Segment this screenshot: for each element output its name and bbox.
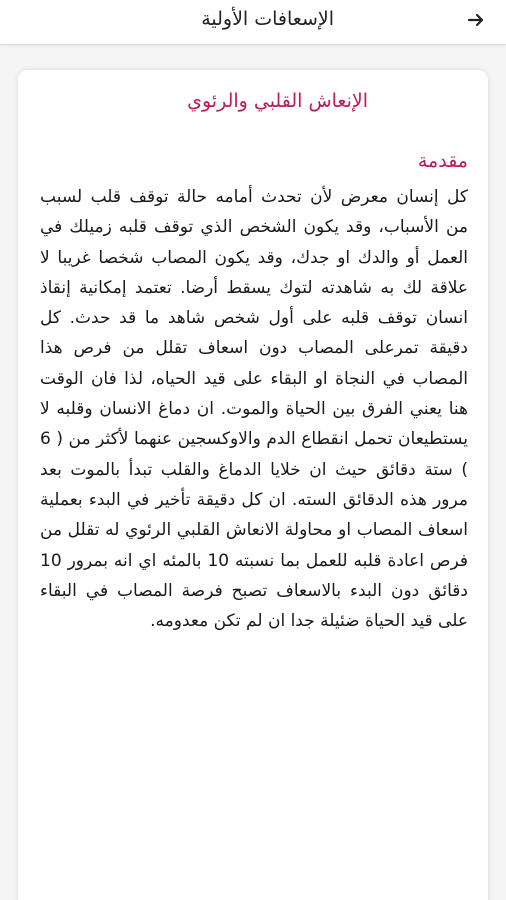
section-title: مقدمة <box>417 150 468 172</box>
arrow-right-icon <box>467 11 485 29</box>
top-app-bar <box>0 0 506 45</box>
article-card <box>18 70 488 900</box>
back-button[interactable] <box>464 8 488 32</box>
article-body: كل إنسان معرض لأن تحدث أمامه حالة توقف قلب لسبب من الأسباب، وقد يكون الشخص الذي توقف قلبه زميلك في العمل أو والدك او جدك، وقد يكون المصاب شخصا غريبا لا علاقة لك به شاهدته لتوك يسقط أرضا. تعتمد إمكانية إنقاذ انسان توقف قلبه على أول شخص شاهد ما قد حدث. كل دقيقة تمرعلى المصاب دون اسعاف تقلل من فرص هذا المصاب في النجاة او البقاء على قيد الحياه، لذا فان الوقت هنا يعني الفرق بين الحياة والموت. ان دماغ الانسان وقلبه لا يستطيعان تحمل انقطاع الدم والاوكسجين عنهما لأكثر من ( 6 ) ستة دقائق حيث ان خلايا الدماغ والقلب تبدأ بالموت بعد مرور هذه الدقائق السته. ان كل دقيقة تأخير في البدء بعملية اسعاف المصاب او محاولة الانعاش القلبي الرئوي له تقلل من فرص اعادة قلبه للعمل بما نسبته 10 بالمئه اي انه بمرور 10 دقائق دون البدء بالاسعاف تصبح فرصة المصاب في البقاء على قيد الحياة ضئيلة جدا ان لم تكن معدومه. <box>40 187 468 632</box>
article-title: الإنعاش القلبي والرئوي <box>187 90 368 112</box>
page-title: الإسعافات الأولية <box>201 8 334 30</box>
